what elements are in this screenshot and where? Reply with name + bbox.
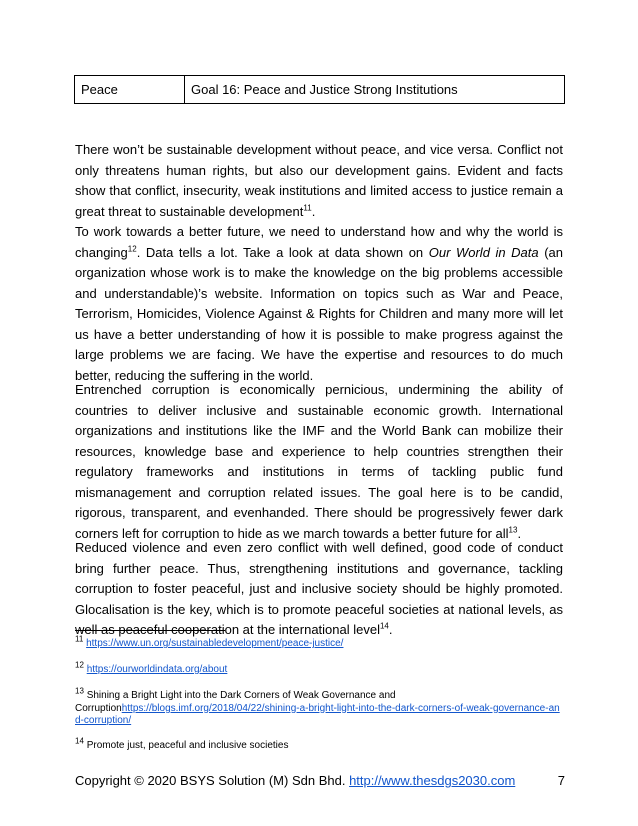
paragraph-text: Entrenched corruption is economically pernicious, undermining the ability of countries to deliver inclusive and sustainable economic growth. International organizations and institutions like the IMF and the World Bank can mobilize their resources, knowledge base and experience to help countries strengthen their regulatory frameworks and institutions in terms of tackling public fund mismanagement and corruption related issues. The goal here is to be candid, rigorous, transparent, and evenhanded. There should be progressively fewer dark corners left for corruption to hide as we march towards a better future for all <box>75 382 563 541</box>
footnote-12 <box>75 660 565 677</box>
copyright-text: Copyright © 2020 BSYS Solution (M) Sdn Bhd. <box>75 773 346 788</box>
footnote-link[interactable]: https://www.un.org/sustainabledevelopment/peace-justice/ <box>86 638 344 649</box>
publication-name: Our World in Data <box>428 244 539 260</box>
paragraph-text: (an organization whose work is to make the knowledge on the big problems accessible and understandable)’s website. Information on topics such as War and Peace, Terrorism, Homicides, Violence Against & Rights for Children and many more will let us have a better understanding of how it is possible to make progress against the large problems we are facing. We have the expertise and resources to do much better, reducing the suffering in the world. <box>75 244 563 383</box>
footnote-text: Shining a Bright Light into the Dark Corners of Weak Governance and <box>86 690 396 701</box>
footnote-ref-13[interactable]: 13 <box>508 525 518 535</box>
footnote-text: Promote just, peaceful and inclusive societies <box>86 740 289 751</box>
paragraph-better-future <box>75 222 563 386</box>
footnote-11 <box>75 634 565 651</box>
website-link[interactable]: http://www.thesdgs2030.com <box>349 773 516 788</box>
paragraph-peace-development <box>75 140 563 222</box>
footnote-number: 11 <box>75 634 84 644</box>
paragraph-corruption <box>75 380 563 544</box>
goal-table-row <box>75 76 565 104</box>
paragraph-reduced-violence <box>75 538 563 641</box>
paragraph-text: To work towards a better future, we need to understand how and why the world is changing <box>75 224 563 260</box>
goal-category-cell: Peace <box>75 76 185 104</box>
footnote-ref-12[interactable]: 12 <box>127 244 137 254</box>
paragraph-text: Reduced violence and even zero conflict with well defined, good code of conduct bring further peace. Thus, strengthening institutions and governance, tackling corruption to foster peaceful, just and inclusive society should be highly promoted. Glocalisation is the key, which is to promote peaceful societies at national levels, as well as peaceful cooperation at the international level <box>75 540 563 637</box>
footnote-14 <box>75 736 565 753</box>
footnote-13 <box>75 686 565 728</box>
footnote-number: 12 <box>75 660 84 670</box>
paragraph-end: . <box>517 525 522 541</box>
page-number: 7 <box>557 773 565 788</box>
page-footer <box>75 773 565 789</box>
footnote-ref-11[interactable]: 11 <box>303 203 312 213</box>
footnote-link[interactable]: https://ourworldindata.org/about <box>86 664 228 675</box>
goal-table <box>74 75 565 104</box>
footnote-ref-14[interactable]: 14 <box>379 621 389 631</box>
goal-title-cell: Goal 16: Peace and Justice Strong Institutions <box>185 76 565 104</box>
paragraph-end: . <box>388 622 393 637</box>
paragraph-end: . <box>311 203 316 219</box>
paragraph-text: There won’t be sustainable development without peace, and vice versa. Conflict not only threatens human rights, but also our development gains. Evident and facts show that conflict, insecurity, weak institutions and limited access to justice remain a great threat to sustainable development <box>75 142 563 219</box>
paragraph-text: . Data tells a lot. Take a look at data shown on <box>136 244 429 260</box>
footnote-number: 14 <box>75 736 84 746</box>
footnote-link[interactable]: https://blogs.imf.org/2018/04/22/shining-a-bright-light-into-the-dark-corners-of-weak-governance-and-corruption/ <box>75 702 560 726</box>
footnote-number: 13 <box>75 686 84 696</box>
footnote-separator <box>75 630 225 631</box>
footnote-text: Corruption <box>75 702 122 714</box>
